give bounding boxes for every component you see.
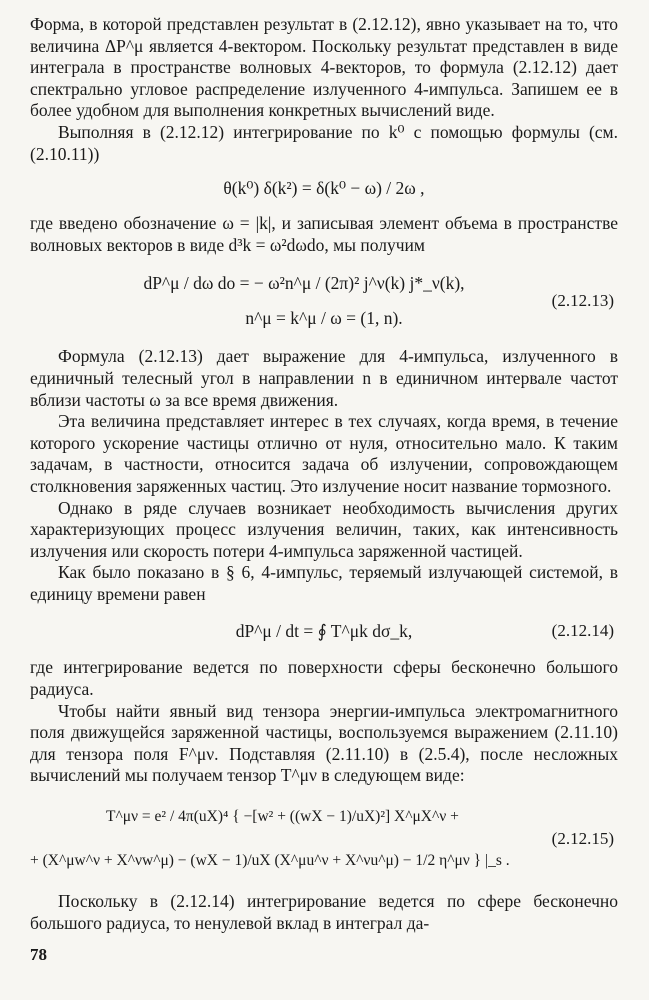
eq-2-12-13-line1: dP^μ / dω do = − ω²n^μ / (2π)² j^ν(k) j*_ν(k), <box>143 272 465 293</box>
paragraph-5: Эта величина представляет интерес в тех случаях, когда время, в течение которого ускорение частицы отлично от нуля, относительно мало. К таким задачам, в частности, относится задача об излучении, сопровождающем столкновения заряженных частиц. Это излучение носит название тормозного. <box>30 411 618 496</box>
equation-2-12-14 <box>30 609 618 653</box>
paragraph-3: где введено обозначение ω = |k|, и записывая элемент объема в пространстве волновых векторов в виде d³k = ω²dωdo, мы получим <box>30 213 618 255</box>
paragraph-9: Чтобы найти явный вид тензора энергии-импульса электромагнитного поля движущейся заряженной частицы, воспользуемся выражением (2.11.10) для тензора поля F^μν. Подставляя (2.11.10) в (2.5.4), после несложных вычислений мы получаем тензор T^μν в следующем виде: <box>30 700 618 786</box>
paragraph-7: Как было показано в § 6, 4-импульс, теряемый излучающей системой, в единицу времени равен <box>30 562 618 604</box>
paragraph-6: Однако в ряде случаев возникает необходимость вычисления других характеризующих процесс излучения величин, таких, как интенсивность излучения или скорость потери 4-импульса заряженной частицей. <box>30 497 618 561</box>
eq-2-12-15-line2: + (X^μw^ν + X^νw^μ) − (wX − 1)/uX (X^μu^ν + X^νu^μ) − 1/2 η^μν } |_s . <box>30 852 510 870</box>
page-number: 78 <box>30 945 47 964</box>
paragraph-8: где интегрирование ведется по поверхности сферы бесконечно большого радиуса. <box>30 657 618 700</box>
paragraph-4: Формула (2.12.13) дает выражение для 4-импульса, излученного в единичный телесный угол в направлении n в единичном интервале частот вблизи частоты ω за все время движения. <box>30 346 618 410</box>
page-content <box>30 14 618 934</box>
delta-formula-text: θ(k⁰) δ(k²) = δ(k⁰ − ω) / 2ω , <box>223 178 425 199</box>
delta-formula <box>30 169 618 209</box>
eq-2-12-14-text: dP^μ / dt = ∮ T^μk dσ_k, <box>235 620 413 641</box>
eq-2-12-13-line2: n^μ = k^μ / ω = (1, n). <box>245 308 403 329</box>
eq-2-12-15-number: (2.12.15) <box>551 829 614 849</box>
eq-2-12-13-number: (2.12.13) <box>551 291 614 311</box>
paragraph-10: Поскольку в (2.12.14) интегрирование ведется по сфере бесконечно большого радиуса, то ненулевой вклад в интеграл да- <box>30 891 618 933</box>
eq-2-12-15-line1: T^μν = e² / 4π(uX)⁴ { −[w² + ((wX − 1)/uX)²] X^μX^ν + <box>106 808 459 826</box>
paragraph-2: Выполняя в (2.12.12) интегрирование по k⁰ с помощью формулы (см. (2.10.11)) <box>30 121 618 164</box>
equation-2-12-13 <box>30 260 618 342</box>
paragraph-1: Форма, в которой представлен результат в (2.12.12), явно указывает на то, что величина ΔP^μ является 4-вектором. Поскольку результат представлен в виде интеграла в пространстве волновых 4-векторов, то формула (2.12.12) дает спектрально угловое распределение излученного 4-импульса. Запишем ее в более удобном для выполнения конкретных вычислений виде. <box>30 14 618 121</box>
eq-2-12-14-number: (2.12.14) <box>551 621 614 641</box>
equation-2-12-15 <box>30 791 618 887</box>
